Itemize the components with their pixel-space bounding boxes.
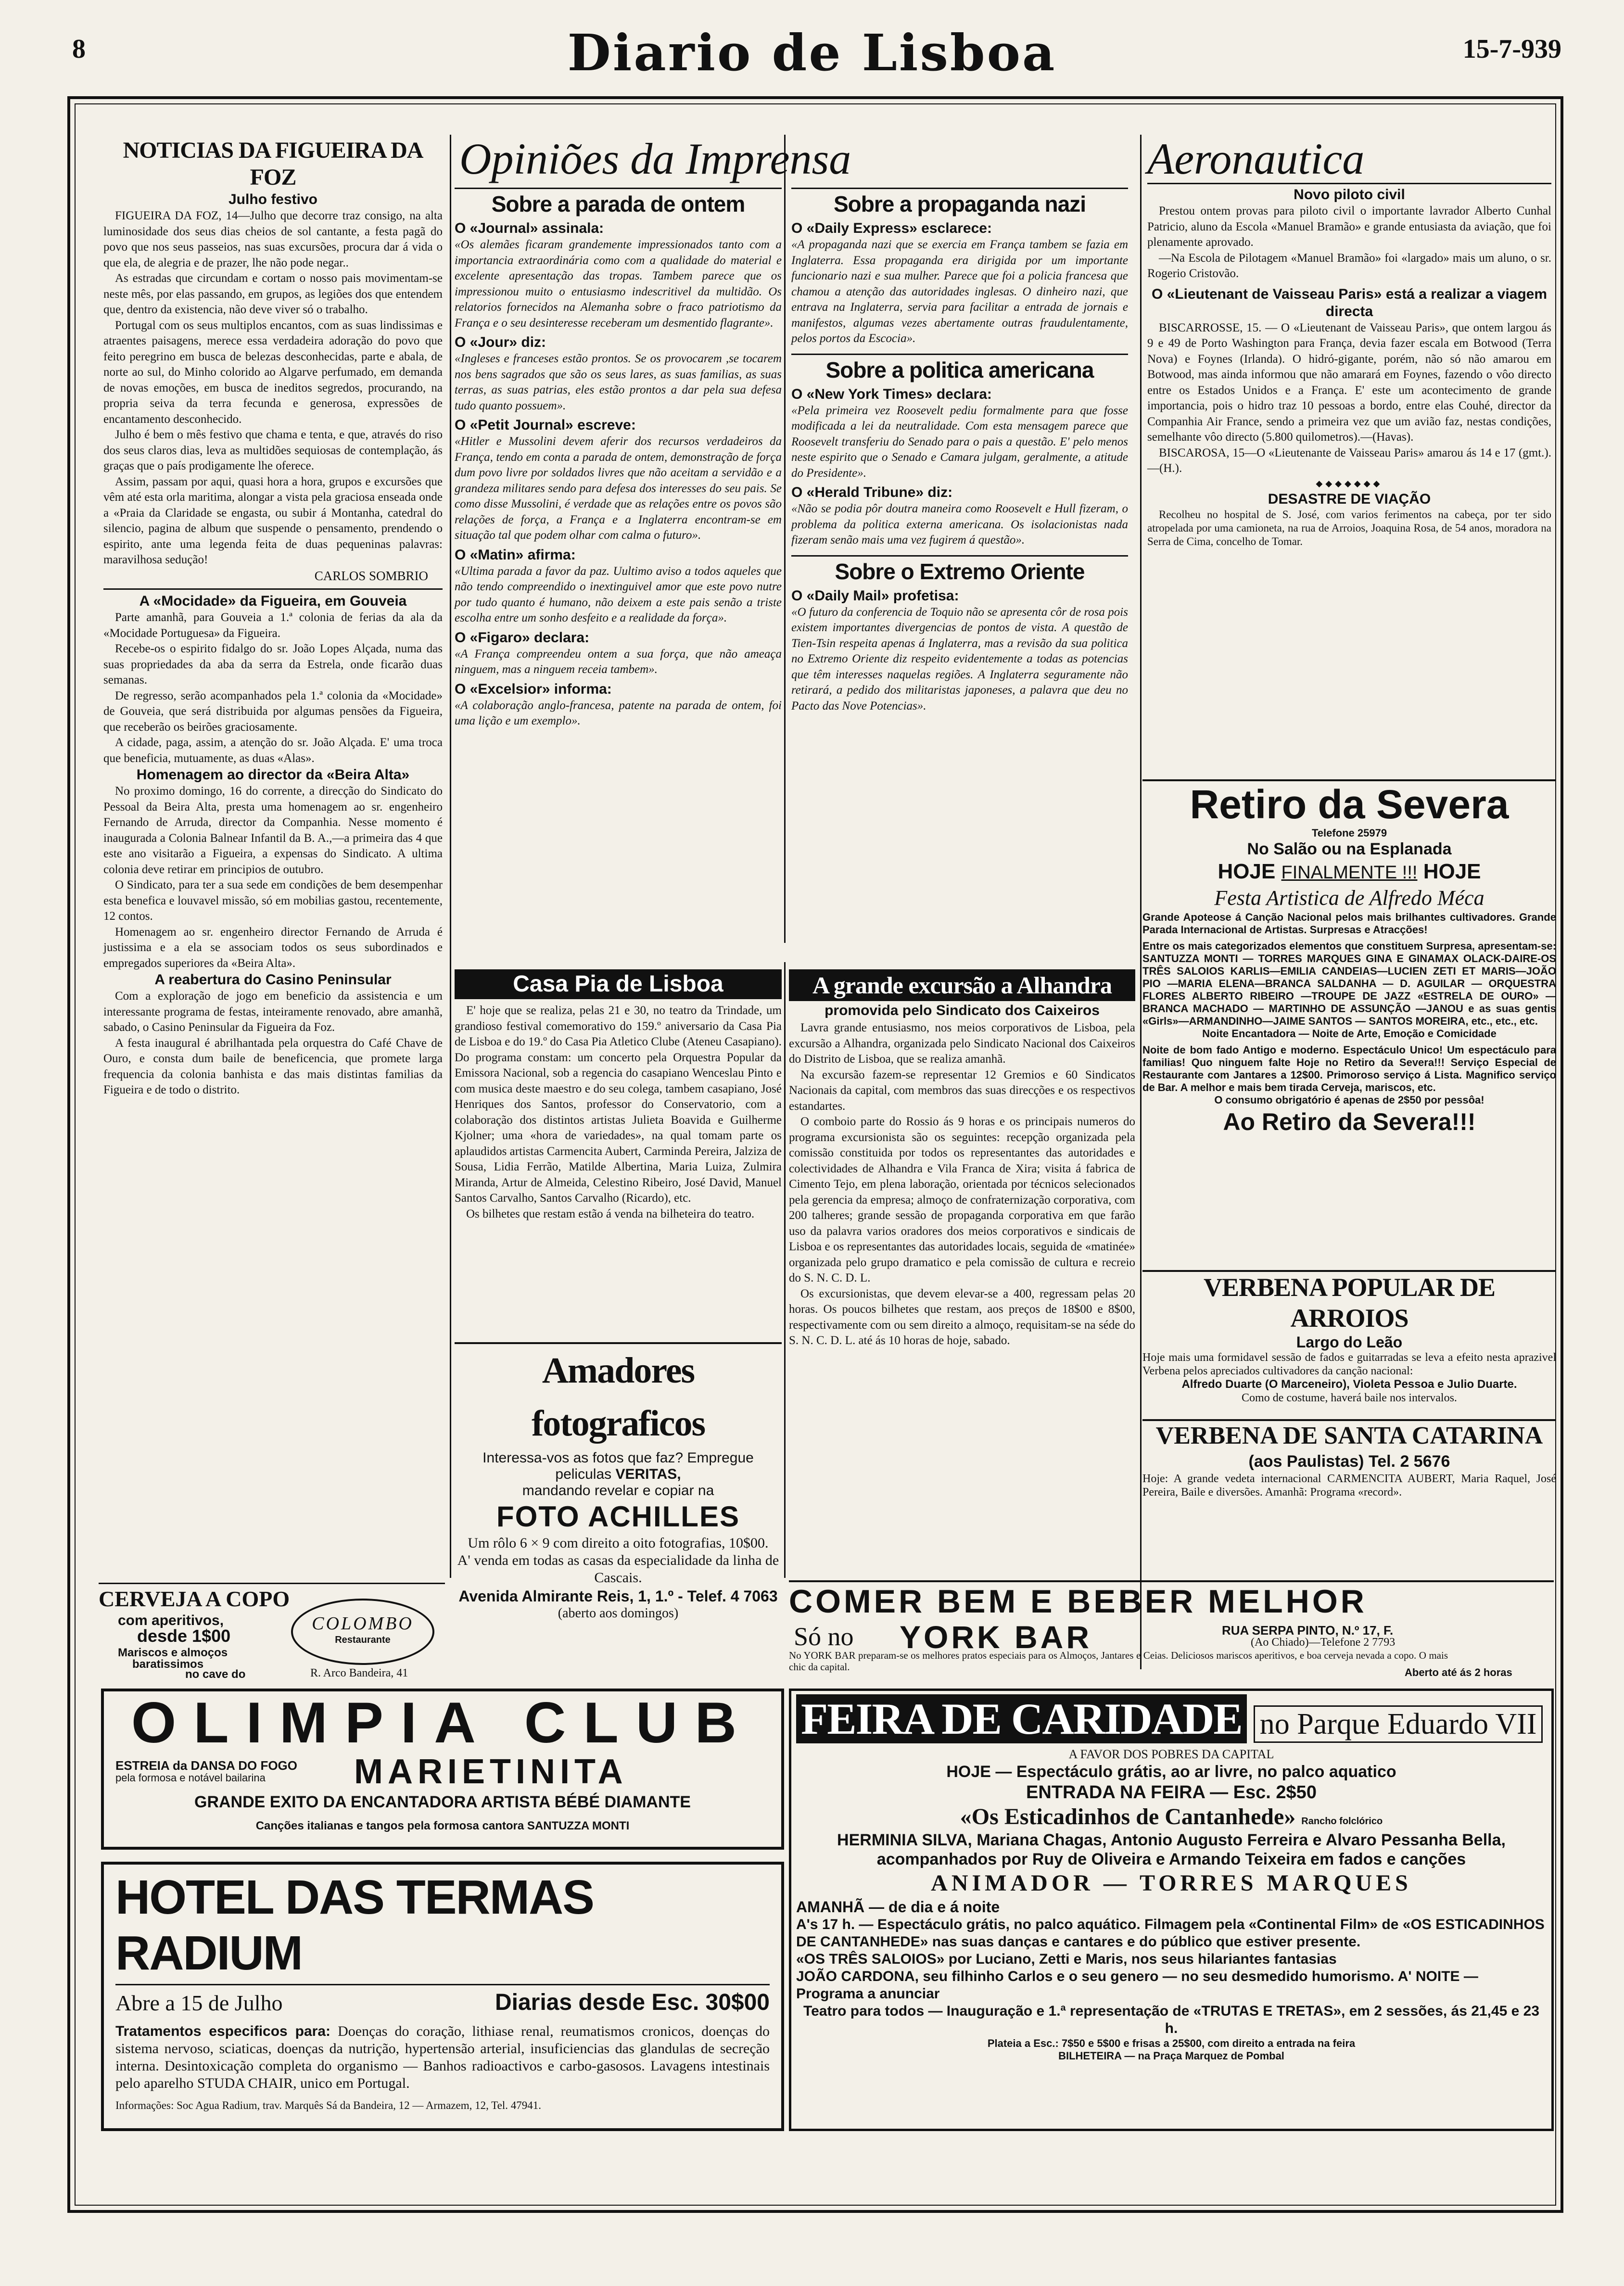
ad-line: A's 17 h. — Espectáculo grátis, no palco aquático. Filmagem pela «Continental Film» de «OS ESTICADINHOS DE CANTANHEDE» nas suas danças e cantares e do público que estiver presente. [796, 1917, 1545, 1950]
section-heading: Sobre a propaganda nazi [791, 188, 1128, 217]
aeronautica-section [1147, 135, 1551, 765]
ad-text: O consumo obrigatório é apenas de 2$50 por pessôa! [1214, 1094, 1484, 1106]
source-heading: O «Figaro» declara: [455, 629, 590, 646]
paragraph: De regresso, serão acompanhados pela 1.ª colonia da «Mocidade» de Gouveia, que será distribuida por algumas pensões da Figueira, que receberão os beirões graciosamente. [103, 689, 443, 734]
source-heading: O «Daily Mail» profetisa: [791, 587, 959, 604]
paragraph: Recolheu no hospital de S. José, com varios ferimentos na cabeça, por ter sido atropelada por uma camioneta, na rua de Arroios, Joaquina Rosa, de 54 anos, moradora na Serra de Cima, concelho de Tomar. [1147, 508, 1551, 547]
opening-date: Abre a 15 de Julho [115, 1991, 283, 2015]
ad-line: AMANHÃ — de dia e á noite [796, 1898, 1000, 1916]
ad-line: pela formosa e notável bailarina [115, 1772, 266, 1784]
ad-names: Alfredo Duarte (O Marceneiro), Violeta Pessoa e Julio Duarte. [1181, 1378, 1517, 1391]
ad-body: Doenças do coração, lithiase renal, reumatismos cronicos, doenças do sistema nervoso, sciaticas, doenças da nutrição, hypertensão arterial, insuficiencias das glandulas de secreção interna. Desintoxicação completa do organismo — Banhos radioactivos e carbo-gasosos. Lavagens intestinais pelo aparelho STUDA CHAIR, unico em Portugal. [115, 2023, 770, 2091]
article-body [1147, 320, 1551, 477]
ad-title: CERVEJA A COPO [99, 1587, 290, 1611]
ad-location: no Parque Eduardo VII [1254, 1705, 1543, 1743]
section-heading: Sobre a politica americana [791, 354, 1128, 383]
ad-title: Amadores fotograficos [531, 1350, 705, 1444]
ad-line: mandando revelar e copiar na [522, 1483, 714, 1499]
retiro-severa-ad [1142, 779, 1556, 1270]
ad-text: No YORK BAR preparam-se os melhores pratos especiais para os Almoços, Jantares e Ceias. Deliciosos mariscos aperitivos, e boa cerveja nevada a copo. O mais chic da capital. [789, 1650, 1448, 1673]
ad-line: baratissimos [132, 1658, 204, 1671]
restaurant-address: R. Arco Bandeira, 41 [310, 1667, 408, 1679]
ad-text: Noite Encantadora — Noite de Arte, Emoção e Comicidade [1202, 1028, 1497, 1040]
source-heading: O «Daily Express» esclarece: [791, 220, 992, 236]
article-title: A grande excursão a Alhandra [789, 969, 1135, 1001]
paragraph: Portugal com os seus multiplos encantos, com as suas lindissimas e atraentes paisagens, merece essa verdadeira adoração do povo que feito peregrino em busca de belezas desconhecidas, parte e abala, de norte ao sul, do Minho colorido ao Algarve perfumado, em demanda de novas emoções, em busca de ineditos segredos, procurando, na propria seiva da terra fecunda e generosa, expressões de encantamento desconhecido. [103, 318, 443, 426]
section-title: Aeronautica [1147, 134, 1365, 183]
paragraph: BISCARROSSE, 15. — O «Lieutenant de Vaisseau Paris», que ontem largou ás 9 e 49 de Porto Washington para França, devia fazer escala em Botwood (Terra Nova) e Foynes (Irlanda). O hidró-gigante, porém, não só não amarou em Botwood, mas ainda informou que não amarará em Foynes, fazendo o vôo directo entre os Estados Unidos e a França. E' este um acontecimento de grande importancia, pois o hidro traz 10 pessoas a bordo, entre elas Couhé, director da Companhia Air France, sendo a primeira vez que um avião faz, nestas condições, semelhante vôo directo (5.800 quilometros).—(Havas). [1147, 321, 1551, 444]
section-heading: DESASTRE DE VIAÇÃO [1268, 491, 1431, 507]
article-body [789, 1020, 1135, 1349]
bar-address: RUA SERPA PINTO, N.º 17, F. [1222, 1623, 1394, 1638]
paragraph: Assim, passam por aqui, quasi hora a hora, grupos e excursões que vêm até esta orla maritima, alongar a vista pela graciosa enseada onde a «Praia da Claridade se engasta, ou subir á Montanha, catedral do silencio, pagina de album que suspende o pensamento, prendendo o espirito, ante uma legenda feita de duas pequeninas palavras: maravilhosa sedução! [103, 475, 443, 566]
ad-title: VERBENA POPULAR DE ARROIOS [1203, 1273, 1496, 1333]
ad-line: «OS TRÊS SALOIOS» por Luciano, Zetti e Maris, nos seus hilariantes fantasias [796, 1951, 1337, 1967]
ad-line: A FAVOR DOS POBRES DA CAPITAL [1068, 1747, 1274, 1761]
paragraph: BISCAROSA, 15—O «Lieutenante de Vaisseau Paris» amarou ás 14 e 17 (gmt.).—(H.). [1147, 446, 1551, 475]
byline: CARLOS SOMBRIO [314, 568, 428, 583]
group-name: «Os Esticadinhos de Cantanhede» [960, 1804, 1296, 1829]
ad-word: Só no [794, 1622, 854, 1651]
ad-text: Hoje mais uma formidavel sessão de fados e guitarradas se leva a efeito nesta aprazivel Verbena pelos apreciados cultivadores da canção nacional: [1142, 1351, 1556, 1377]
section-heading: A «Mocidade» da Figueira, em Gouveia [139, 593, 407, 609]
ad-line: BILHETEIRA — na Praça Marquez de Pombal [1058, 2050, 1284, 2062]
paragraph: Julho é bem o mês festivo que chama e tenta, e que, através do riso dos seus claros dias, leva as multidões sequiosas de contemplação, ás graças que o país prodigamente lhe oferece. [103, 428, 443, 472]
column-rule [450, 135, 451, 1578]
paragraph: As estradas que circundam e cortam o nosso pais movimentam-se neste mês, por elas passando, em grupos, as legiões dos que entendem que, dentro da existencia, não deve viver só o trabalho. [103, 272, 443, 316]
section-heading: Novo piloto civil [1294, 187, 1405, 203]
quote: «Não se podia pôr doutra maneira como Roosevelt e Hull fizeram, o problema da politica externa americana. Os isolacionistas nada fizeram senão mais uma vez fugirem á questão». [791, 502, 1128, 546]
ad-line: com aperitivos, [118, 1613, 224, 1628]
column-rule [784, 962, 786, 1578]
paragraph: —Na Escola de Pilotagem «Manuel Bramão» foi «largado» mais um aluno, o sr. Rogerio Cristovão. [1147, 251, 1551, 280]
paragraph: Parte amanhã, para Gouveia a 1.ª colonia de ferias da ala da «Mocidade Portuguesa» da Figueira. [103, 611, 443, 640]
paragraph: FIGUEIRA DA FOZ, 14—Julho que decorre traz consigo, na alta luminosidade dos seus dias cheios de sol cantante, a festa pagã do povo que nos seus passeios, nas suas excursões, procura dar á vida o que ela, de alegria e de prazer, lhe não pode negar.. [103, 209, 443, 269]
source-heading: O «Journal» assinala: [455, 220, 604, 236]
shop-address: Avenida Almirante Reis, 1, 1.º - Telef. 4 7063 [458, 1588, 778, 1605]
york-bar-ad [789, 1580, 1554, 1679]
article-body [455, 1003, 782, 1222]
article-body [1147, 508, 1551, 548]
ad-line: Um rôlo 6 × 9 com direito a oito fotografias, 10$00. [468, 1535, 769, 1551]
section-heading: Sobre o Extremo Oriente [791, 555, 1128, 584]
paragraph: Lavra grande entusiasmo, nos meios corporativos de Lisboa, pela excursão a Alhandra, organizada pelo Sindicato Nacional dos Caixeiros do Distrito de Lisboa, que se realiza amanhã. [789, 1021, 1135, 1066]
ad-line: no cave do [185, 1668, 246, 1681]
masthead [0, 0, 1624, 91]
article-body [103, 989, 443, 1098]
section-heading: O «Lieutenant de Vaisseau Paris» está a realizar a viagem directa [1151, 286, 1548, 319]
quote: «O futuro da conferencia de Toquio não se apresenta côr de rosa pois existem importantes divergencias de pontos de vista. A questão de Tien-Tsin respeita apenas á Inglaterra, mas a revisão da sua politica no Extremo Oriente diz respeito evidentemente a todas as potencias que têm interesses naquelas regiões. A Inglaterra seguramente não retirará, a pedido dos militaristas japoneses, a palavra que deu no Pacto das Nove Potencias». [791, 605, 1128, 712]
ad-line: ANIMADOR — TORRES MARQUES [931, 1870, 1412, 1896]
restaurant-label: Restaurante [335, 1635, 391, 1645]
bar-phone: (Ao Chiado)—Telefone 2 7793 [1251, 1636, 1396, 1649]
colombo-oval [291, 1599, 434, 1665]
ad-footer: Como de costume, haverá baile nos intervalos. [1242, 1392, 1457, 1404]
article-subtitle: Julho festivo [228, 191, 318, 207]
article-body [103, 784, 443, 971]
ad-word: HOJE [1218, 860, 1276, 883]
ad-word: HOJE [1423, 860, 1481, 883]
group-label: Rancho folclórico [1301, 1816, 1383, 1827]
verbena-catarina-ad [1142, 1419, 1556, 1530]
verbena-arroios-ad [1142, 1270, 1556, 1414]
cerveja-ad [99, 1583, 445, 1679]
page-number: 8 [72, 34, 86, 64]
ad-line: JOÃO CARDONA, seu filhinho Carlos e o seu genero — no seu desmedido humorismo. A' NOITE — Programa a anunciar [796, 1968, 1478, 2002]
source-heading: O «Matin» afirma: [455, 546, 576, 563]
page-date: 15-7-939 [1462, 34, 1561, 64]
paragraph: Homenagem ao sr. engenheiro director Fernando de Arruda é justissima e a ela se associam todos os seus subordinados e empregados superiores da «Beira Alta». [103, 925, 443, 970]
article-body [103, 610, 443, 766]
ad-line: HOJE — Espectáculo grátis, ao ar livre, no palco aquatico [946, 1763, 1396, 1781]
paragraph: A cidade, paga, assim, a atenção do sr. João Alçada. E' uma troca que beneficia, mutuamente, as duas «Alas». [103, 736, 443, 765]
ad-line: No Salão ou na Esplanada [1247, 840, 1452, 858]
source-heading: O «Herald Tribune» diz: [791, 484, 953, 500]
ad-phone: Telefone 25979 [1311, 827, 1387, 839]
ad-text: Noite de bom fado Antigo e moderno. Espectáculo Unico! Um espectáculo para familias! Quo ninguem falte Hoje no Retiro da Severa!!! Serviço Especial de Restaurante com Jantares a 12$00. Primoroso serviço á Lista. Magnifico serviço de Bar. A melhor e mais bem tirada Cerveja, mariscos, etc. [1142, 1044, 1556, 1093]
ad-price: desde 1$00 [137, 1626, 231, 1646]
paragraph: Os bilhetes que restam estão á venda na bilheteira do teatro. [466, 1207, 755, 1220]
ad-title: COMER BEM E BEBER MELHOR [789, 1583, 1367, 1620]
ad-line: GRANDE EXITO DA ENCANTADORA ARTISTA BÉBÉ DIAMANTE [194, 1793, 691, 1811]
paragraph: O comboio parte do Rossio ás 9 horas e os principais numeros do programa excursionista são os seguintes: recepção organizada pela comissão constituida por todos os representantes das autoridades e colectividades de Alhandra e Vila Franca de Xira; visita á fabrica de Cimento Tejo, em plena laboração, orientada por técnicos selecionados pela gerencia da empresa; almoço de confraternização corporativa, com 200 talheres; grande sessão de propaganda corporativa em que farão uso da palavra varios oradores dos meios corporativos e sindicais de Lisboa e os representantes das autoridades locais, seguida de «matinée» organizada pelo grupo dramatico e pela comissão de cultura e recreio do S. N. C. D. L. [789, 1115, 1135, 1284]
feira-caridade-ad [789, 1689, 1554, 2131]
column-rule [1140, 135, 1142, 1669]
ad-line: HERMINIA SILVA, Mariana Chagas, Antonio Augusto Ferreira e Alvaro Pessanha Bella, acompanhados por Ruy de Oliveira e Armando Teixeira em fados e canções [837, 1831, 1506, 1868]
olimpia-club-ad [101, 1689, 784, 1850]
paragraph: E' hoje que se realiza, pelas 21 e 30, no teatro da Trindade, um grandioso festival comemorativo do 159.º aniversario da Casa Pia de Lisboa e do 19.º do Casa Pia Atletico Clube (Ateneu Casapiano). Do programa constam: um concerto pela Orquestra Popular da Emissora Nacional, sob a regencia do casapiano Wenceslau Pinto e com musica deste maestro e do seu colega, tambem casapiano, José Henriques dos Santos, professor do Conservatorio, com a colaboração dos distintos artistas Julieta Boavida e Guilherme Kjolner; uma «hora de variedades», na qual tomam parte os aplaudidos artistas Carmencita Aubert, Carminda Pereira, Jalziza de Sousa, Lidia Ferrão, Matilde Albertina, Maria Luiza, Zulmira Miranda, Artur de Almeida, Celestino Ribeiro, José David, Manuel Santos Carvalho, Santos Carvalho (Ricardo), etc. [455, 1004, 782, 1205]
article-title: Casa Pia de Lisboa [455, 969, 782, 999]
article-body [103, 208, 443, 568]
quote: «A colaboração anglo-francesa, patente na parada de ontem, foi uma lição e um exemplo». [455, 698, 782, 727]
bar-hours: Aberto até ás 2 horas [1405, 1666, 1512, 1678]
source-heading: O «New York Times» declara: [791, 386, 992, 402]
ad-title: HOTEL DAS TERMAS RADIUM [115, 1870, 594, 1980]
ad-title: Retiro da Severa [1190, 782, 1509, 827]
quote: «A propaganda nazi que se exercia em França tambem se fazia em Inglaterra. Essa propaganda era dirigida por um importante funcionario nazi e sua mulher. Parece que foi a policia francesa que chamou a atenção das autoridades inglesas. O dinheiro nazi, que entrava na Inglaterra, servia para facilitar a entrada de jornais e manifestos, algumas vezes abertamente outras fraudulentamente, pelos portos da Escocia». [791, 238, 1128, 345]
hotel-radium-ad [101, 1862, 784, 2131]
article-subtitle: promovida pelo Sindicato dos Caixeiros [825, 1003, 1100, 1018]
opinioes-col-a [455, 188, 782, 729]
ad-subtitle: Festa Artistica de Alfredo Méca [1214, 886, 1484, 910]
quote: «Os alemães ficaram grandemente impressionados tanto com a importancia extraordinária como com a qualidade do material e excelente apresentação das tropas. Tambem parece que os impressionou muito o entusiasmo indescritivel da multidão. Os relatorios fornecidos na Alemanha sobre o fraco patriotismo da França e o seu desinteresse receberam um desmentido flagrante». [455, 238, 782, 330]
alhandra-article [789, 969, 1135, 1575]
restaurant-name: COLOMBO [312, 1613, 414, 1634]
ad-title: FEIRA DE CARIDADE [796, 1694, 1247, 1743]
article-body [1147, 203, 1551, 282]
ad-line: ESTREIA da DANSA DO FOGO [115, 1758, 297, 1773]
section-heading: Homenagem ao director da «Beira Alta» [136, 767, 410, 783]
paragraph: Prestou ontem provas para piloto civil o importante lavrador Alberto Cunhal Patricio, aluno da Escola «Manuel Bramão» e grande entusiasta da aviação, que foi plenamente aprovado. [1147, 204, 1551, 249]
ad-line: Teatro para todos — Inauguração e 1.ª representação de «TRUTAS E TRETAS», em 2 sessões, ás 21,45 e 23 h. [803, 2003, 1540, 2036]
ad-text [115, 2023, 770, 2092]
paragraph: O Sindicato, para ter a sua sede em condições de bem desempenhar esta benefica e louvavel missão, só em mobilias gastou, recentemente, 12 contos. [103, 878, 443, 923]
performer-name: MARIETINITA [354, 1753, 628, 1791]
bar-name: YORK BAR [900, 1619, 1092, 1655]
ad-text: Entre os mais categorizados elementos que constituem Surpresa, apresentam-se: SANTUZZA MONTI — TORRES MARQUES GINA E GINAMAX OLACK-DAIRE-OS TRÊS SALOIOS KARLIS—EMILIA CANDEIAS—LUCIEN ZETI ET MARIS—JOÃO PIO —MARIA ELENA—BRANCA SALDANHA — D. AGUILAR — ORQUESTRA FLORES ALBERTO RIBEIRO —TROUPE DE JAZZ «ESTRELA DE OURO» —BRANCA MACHADO — MARTINHO DE ASSUNÇÃO —JANOU e as suas gentis «Girls»—ARMANDINHO—JAIME SANTOS — SANTOS MOREIRA, etc., etc., etc. [1142, 940, 1556, 1027]
paragraph: Os excursionistas, que devem elevar-se a 400, regressam pelas 20 horas. Os poucos bilhetes que restam, aos preços de 18$00 e 8$00, respectivamente com ou sem direito a almoço, requisitam-se na séde do S. N. C. D. L. até ás 10 horas de hoje, sabado. [789, 1287, 1135, 1347]
paragraph: Recebe-os o espirito fidalgo do sr. João Lopes Alçada, numa das suas propriedades da aba da serra da Estrela, onde ficarão duas semanas. [103, 642, 443, 686]
opinioes-section [455, 135, 1133, 967]
ad-subtitle: Largo do Leão [1296, 1334, 1403, 1351]
ad-line: Canções italianas e tangos pela formosa cantora SANTUZZA MONTI [255, 1819, 630, 1832]
ad-line [455, 1450, 782, 1483]
amadores-ad [455, 1342, 782, 1621]
quote: «Pela primeira vez Roosevelt pediu formalmente para que fosse modificada a lei da neutralidade. Com esta mensagem parece que Roosevelt transferiu do Senado para o pais a questão. E' pelo menos neste espirito que o Senado e Camara julgam, geralmente, a atitude do Presidente». [791, 404, 1128, 480]
shop-name: FOTO ACHILLES [496, 1500, 740, 1533]
newspaper-title: Diario de Lisboa [567, 23, 1057, 82]
ad-line [796, 1803, 1547, 1830]
section-heading: Sobre a parada de ontem [455, 188, 782, 217]
ad-title: OLIMPIA CLUB [131, 1690, 754, 1755]
ad-heading: Tratamentos especificos para: [115, 2023, 331, 2039]
quote: «Ingleses e franceses estão prontos. Se os provocarem ,se tocarem nos bens sagrados que são os seus lares, as suas familias, as suas terras, as suas patrias, eles estão prontos a dar pela sua defesa tudo quanto possuem». [455, 352, 782, 412]
source-heading: O «Petit Journal» escreve: [455, 417, 636, 433]
ad-text: Grande Apoteose á Canção Nacional pelos mais brilhantes cultivadores. Grande Parada Internacional de Artistas. Surpresas e Atracções! [1142, 911, 1556, 936]
quote: «Hitler e Mussolini devem aferir dos recursos verdadeiros da França, tendo em conta a parada de ontem, demonstração de força dum povo livre por soldados livres que não aceitam a servidão e a grandeza militares sendo para defesa dos interesses do seu pais. Se como disse Mussolini, é verdade que as relações entre os povos são relações de força, a França e a Inglaterra encontram-se em situação tal que podem olhar com calma o futuro». [455, 435, 782, 542]
paragraph: Na excursão fazem-se representar 12 Gremios e 60 Sindicatos Nacionais da capital, com membros das suas direcções e os respectivos estandartes. [789, 1068, 1135, 1113]
ad-text: Interessa-vos as fotos que faz? Empregue peliculas [482, 1450, 754, 1482]
figueira-article [103, 137, 443, 1566]
ad-word: FINALMENTE !!! [1281, 863, 1418, 883]
price: Diarias desde Esc. 30$00 [495, 1990, 770, 2015]
ad-slogan: Ao Retiro da Severa!!! [1223, 1108, 1476, 1135]
section-heading: A reabertura do Casino Peninsular [154, 972, 392, 988]
ad-hoje-line [1142, 859, 1556, 885]
paragraph: Com a exploração de jogo em beneficio da assistencia e um interessante programa de festas, inteiramente renovado, abre amanhã, sabado, o Casino Peninsular da Figueira da Foz. [103, 990, 443, 1034]
paragraph: No proximo domingo, 16 do corrente, a direcção do Sindicato do Pessoal da Beira Alta, presta uma homenagem ao sr. engenheiro Fernando de Arruda, director da Companhia. Nesse momento é inaugurada a Colonia Balnear Infantil da B. A.,—a primeira das 4 que este ano visitarão a Figueira, a expensas do Sindicato. A ultima colonia deve retirar em principios de outubro. [103, 785, 443, 876]
section-title: Opiniões da Imprensa [459, 134, 851, 183]
quote: «A França compreendeu ontem a sua força, que não ameaça ninguem, mas a ninguem receia tambem». [455, 647, 782, 676]
source-heading: O «Excelsior» informa: [455, 681, 612, 697]
brand-name: VERITAS, [615, 1466, 681, 1482]
ad-subtitle: (aos Paulistas) Tel. 2 5676 [1248, 1452, 1450, 1471]
ad-text: Hoje: A grande vedeta internacional CARMENCITA AUBERT, Maria Raquel, José Pereira, Baile e diversões. Amanhã: Programa «record». [1142, 1473, 1556, 1499]
opinioes-col-b [791, 188, 1128, 714]
ad-line: A' venda em todas as casas da especialidade da linha de Cascais. [457, 1552, 779, 1586]
ad-line: ENTRADA NA FEIRA — Esc. 2$50 [1026, 1782, 1317, 1803]
ad-line: Mariscos e almoços [118, 1646, 228, 1659]
paragraph: A festa inaugural é abrilhantada pela orquestra do Café Chave de Ouro, e consta dum baile de beneficencia, que promete larga frequencia da colonia banhista e das mais distintas familias da Figueira e de todo o distrito. [103, 1036, 443, 1096]
article-title: NOTICIAS DA FIGUEIRA DA FOZ [123, 138, 423, 190]
ad-line: (aberto aos domingos) [558, 1606, 679, 1621]
source-heading: O «Jour» diz: [455, 334, 546, 350]
ornament-divider: ◆◆◆◆◆◆◆ [1316, 478, 1383, 488]
ad-title: VERBENA DE SANTA CATARINA [1155, 1422, 1543, 1449]
quote: «Ultima parada a favor da paz. Uultimo aviso a todos aqueles que não tendo compreendido o inextinguivel amor que este povo nutre por tudo quanto é humano, não deixem a este pais senão a triste escolha entre um sonho desfeito e a realidade da força». [455, 564, 782, 624]
ad-info: Informações: Soc Agua Radium, trav. Marquês Sá da Bandeira, 12 — Armazem, 12, Tel. 47941. [115, 2099, 541, 2111]
ad-line: Plateia a Esc.: 7$50 e 5$00 e frisas a 25$00, com direito a entrada na feira [987, 2037, 1356, 2049]
